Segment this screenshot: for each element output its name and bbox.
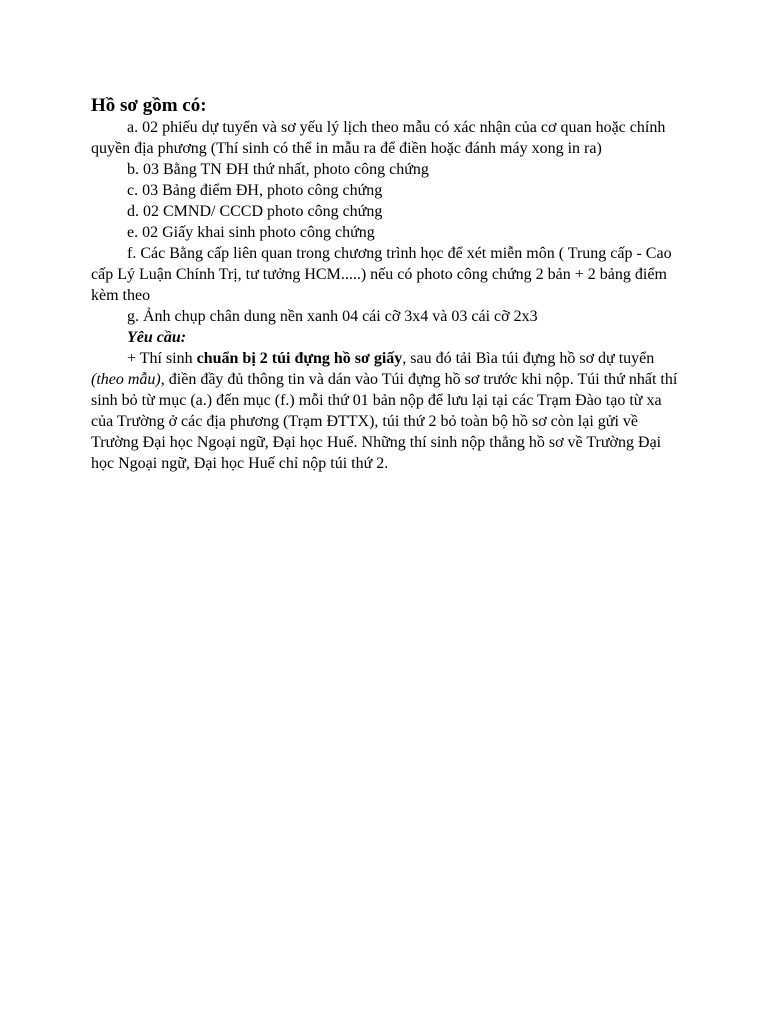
- requirements-bold-phrase: chuẩn bị 2 túi đựng hồ sơ giấy: [196, 350, 403, 367]
- document-heading: Hồ sơ gồm có:: [91, 95, 207, 116]
- item-e: e. 02 Giấy khai sinh photo công chứng: [127, 224, 375, 241]
- requirements-text-1: + Thí sinh: [127, 350, 197, 367]
- item-b: b. 03 Bằng TN ĐH thứ nhất, photo công chứng: [127, 161, 429, 178]
- requirements-title: Yêu cầu:: [127, 329, 187, 346]
- item-d: d. 02 CMND/ CCCD photo công chứng: [127, 203, 383, 220]
- requirements-text-2: , sau đó tải Bìa túi đựng hồ sơ dự tuyển: [402, 350, 655, 367]
- document-page: [91, 94, 691, 474]
- item-g: g. Ảnh chụp chân dung nền xanh 04 cái cỡ 3x4 và 03 cái cỡ 2x3: [127, 308, 538, 325]
- item-f: f. Các Bằng cấp liên quan trong chương trình học để xét miễn môn ( Trung cấp - Cao cấp Lý Luận Chính Trị, tư tưởng HCM.....) nếu có photo công chứng 2 bản + 2 bảng điểm kèm theo: [91, 245, 672, 304]
- item-c: c. 03 Bảng điểm ĐH, photo công chứng: [127, 182, 383, 199]
- requirements-body: [91, 348, 683, 474]
- item-a: a. 02 phiếu dự tuyển và sơ yếu lý lịch theo mẫu có xác nhận của cơ quan hoặc chính quyền địa phương (Thí sinh có thể in mẫu ra để điền hoặc đánh máy xong in ra): [91, 119, 666, 157]
- requirements-italic-phrase: (theo mẫu): [91, 371, 161, 388]
- requirements-text-3: , điền đầy đủ thông tin và dán vào Túi đựng hồ sơ trước khi nộp. Túi thứ nhất thí sinh bỏ từ mục (a.) đến mục (f.) mỗi thứ 01 bản nộp để lưu lại tại các Trạm Đào tạo từ xa của Trường ở các địa phương (Trạm ĐTTX), túi thứ 2 bỏ toàn bộ hồ sơ còn lại gửi về Trường Đại học Ngoại ngữ, Đại học Huế. Những thí sinh nộp thẳng hồ sơ về Trường Đại học Ngoại ngữ, Đại học Huế chỉ nộp túi thứ 2.: [91, 371, 678, 472]
